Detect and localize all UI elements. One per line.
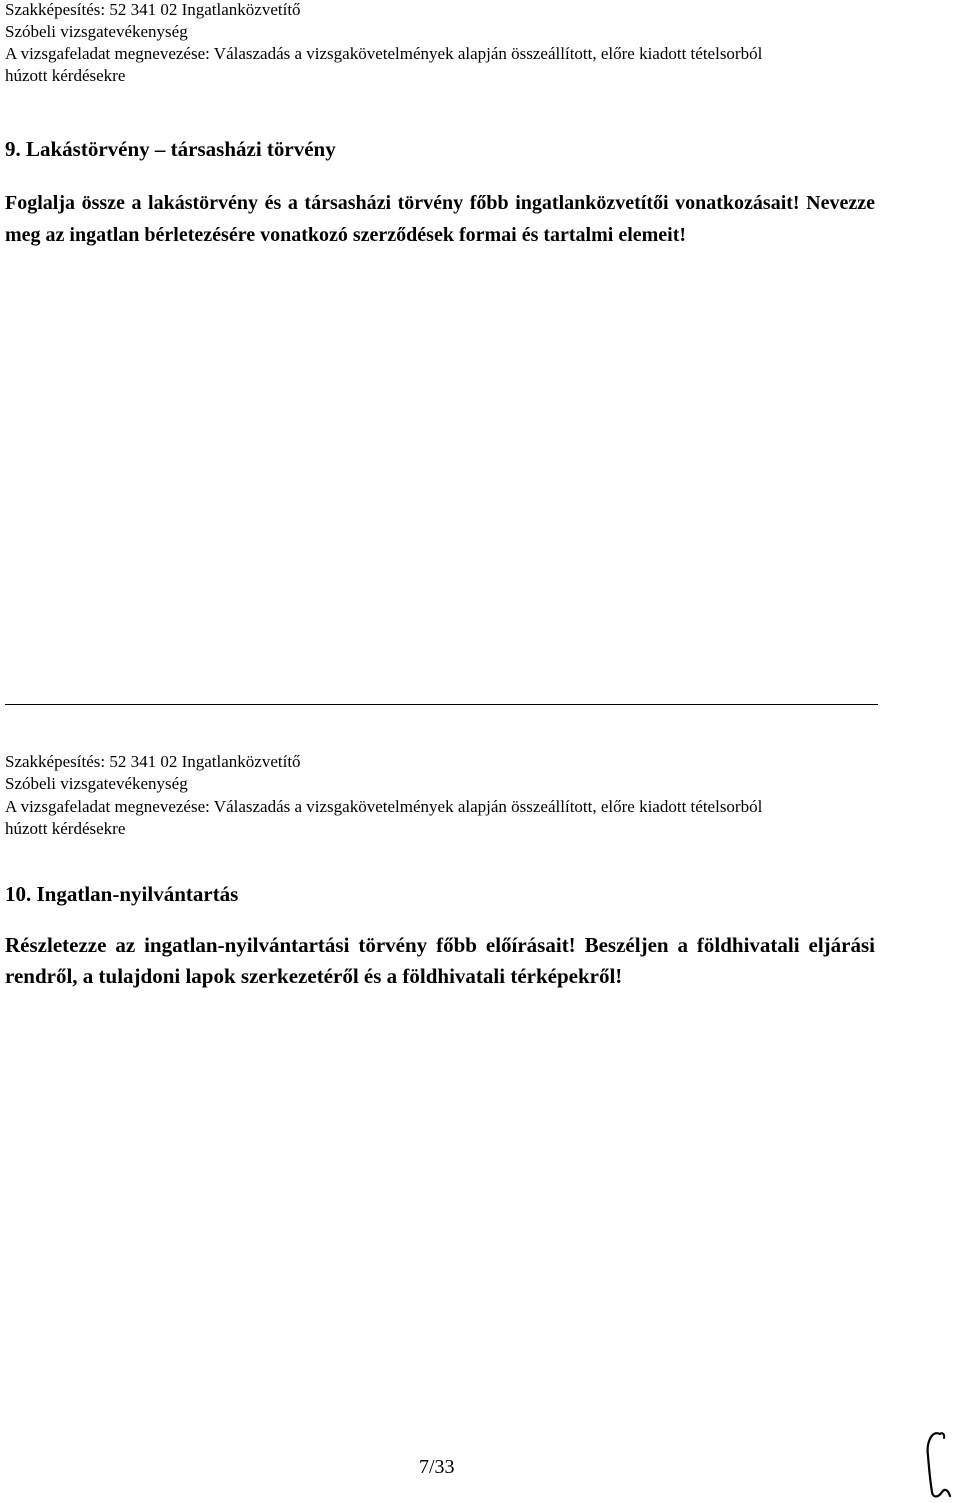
page-divider <box>5 704 878 705</box>
header-activity: Szóbeli vizsgatevékenység <box>5 22 188 41</box>
signature-icon <box>918 1428 958 1500</box>
header-task-line-2: húzott kérdésekre <box>5 66 126 85</box>
section-9-question: Foglalja össze a lakástörvény és a társasházi törvény főbb ingatlanközvetítői vonatkozásait! Nevezze meg az ingatlan bérletezésére vonatkozó szerződések formai és tartalmi elemeit! <box>5 192 875 246</box>
section-10-title: 10. Ingatlan-nyilvántartás <box>5 882 239 906</box>
header-activity: Szóbeli vizsgatevékenység <box>5 774 188 793</box>
header-qualification: Szakképesítés: 52 341 02 Ingatlanközvetítő <box>5 752 301 771</box>
header-task-line-1: A vizsgafeladat megnevezése: Válaszadás a vizsgakövetelmények alapján összeállított, előre kiadott tételsorból <box>5 44 763 63</box>
header-task-line-1: A vizsgafeladat megnevezése: Válaszadás a vizsgakövetelmények alapján összeállított, előre kiadott tételsorból <box>5 797 763 816</box>
section-10-question: Részletezze az ingatlan-nyilvántartási törvény főbb előírásait! Beszéljen a földhivatali eljárási rendről, a tulajdoni lapok szerkezetéről és a földhivatali térképekről! <box>5 933 875 988</box>
page-number: 7/33 <box>419 1456 455 1478</box>
header-qualification: Szakképesítés: 52 341 02 Ingatlanközvetítő <box>5 0 301 19</box>
section-9-title: 9. Lakástörvény – társasházi törvény <box>5 137 336 161</box>
header-task-line-2: húzott kérdésekre <box>5 819 126 838</box>
